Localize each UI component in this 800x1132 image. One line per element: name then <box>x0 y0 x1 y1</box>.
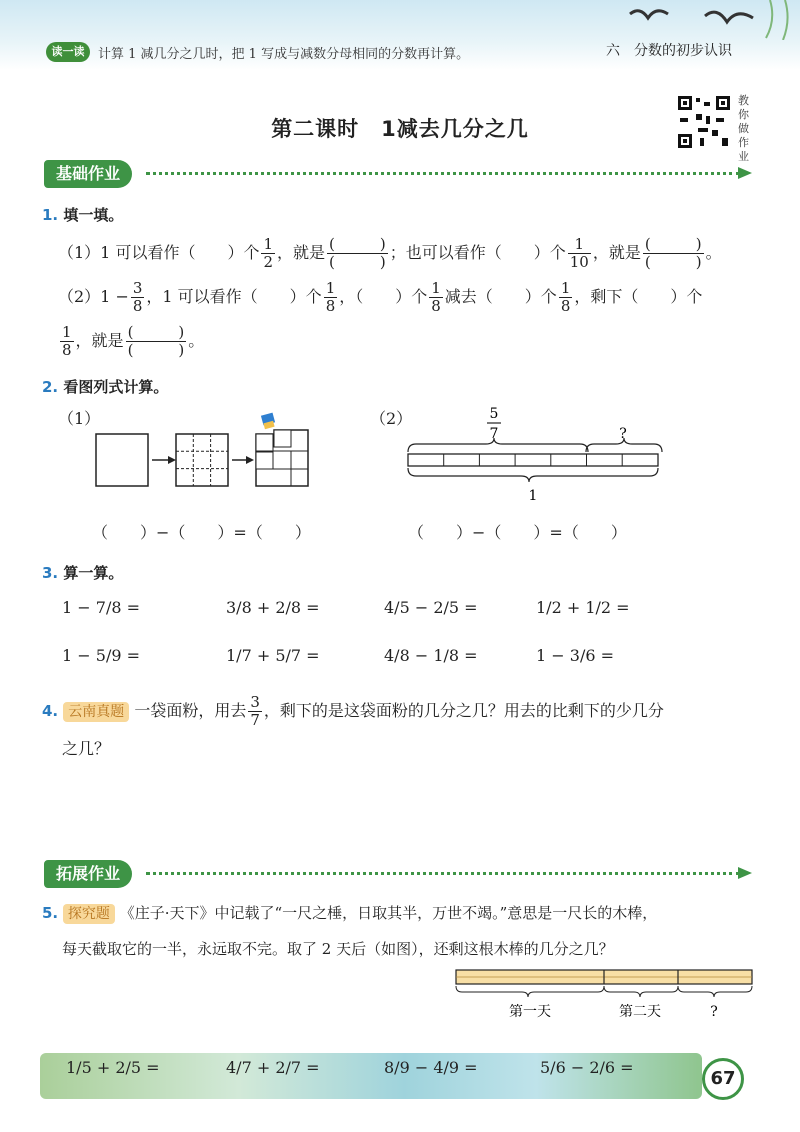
q1-part1: （1）1 可以看作（ ）个 $\frac{1}{2}$ ，就是 $\frac{( )}{( )}$ ；也可以看作（ ）个 $\frac{1}{10}$ ，就是 $\frac{( )}{( )}$ 。 <box>58 235 722 271</box>
header-tip: 计算 1 减几分之几时，把 1 写成与减数分母相同的分数再计算。 <box>98 47 470 62</box>
section-divider <box>146 172 740 175</box>
q2-answer-2: （ ）−（ ）=（ ） <box>408 523 627 542</box>
q3-item: 1 − 5/9 = <box>62 646 140 665</box>
arrow-right-icon <box>738 167 752 179</box>
day1-label: 第一天 <box>509 1004 551 1020</box>
q3-item: 1 − 7/8 = <box>62 598 140 617</box>
q3-item: 1/2 + 1/2 = <box>536 598 630 617</box>
arrow-right-icon <box>738 867 752 879</box>
q4-line1: 4. 云南真题 一袋面粉，用去 $\frac{3}{7}$ ，剩下的是这袋面粉的几分之几？用去的比剩下的少几分 <box>42 693 664 729</box>
bird-decoration-icon <box>610 0 800 40</box>
q3-heading: 3. 算一算。 <box>42 564 124 582</box>
q2-square-figure <box>90 410 330 495</box>
chapter-title: 六 分数的初步认识 <box>606 43 732 59</box>
bar-question-mark: ? <box>619 426 627 442</box>
q3-item: 4/5 − 2/5 = <box>384 598 478 617</box>
footer-exercise: 1/5 + 2/5 = <box>66 1058 160 1077</box>
section-basic-tag: 基础作业 <box>44 160 132 188</box>
day2-label: 第二天 <box>619 1004 661 1020</box>
q4-badge: 云南真题 <box>63 702 129 722</box>
section-extended-tag: 拓展作业 <box>44 860 132 888</box>
remaining-question: ? <box>710 1004 718 1020</box>
footer-exercise: 8/9 − 4/9 = <box>384 1058 478 1077</box>
footer-exercise: 5/6 − 2/6 = <box>540 1058 634 1077</box>
bar-total-label: 1 <box>528 488 538 504</box>
bar-frac-denominator: 7 <box>489 426 499 442</box>
q1-part2-continued: $\frac{1}{8}$ ，就是 $\frac{( )}{( )}$ 。 <box>62 323 205 359</box>
q3-item: 4/8 − 1/8 = <box>384 646 478 665</box>
q2-bar-figure <box>400 402 670 512</box>
footer-exercise: 4/7 + 2/7 = <box>226 1058 320 1077</box>
q2-heading: 2. 看图列式计算。 <box>42 378 169 396</box>
q5-line2: 每天截取它的一半，永远取不完。取了 2 天后（如图），还剩这根木棒的几分之几？ <box>62 940 614 958</box>
read-tag: 读一读 <box>46 42 90 62</box>
bar-frac-numerator: 5 <box>489 406 499 422</box>
q3-item: 1 − 3/6 = <box>536 646 614 665</box>
qr-caption: 教你做作业 <box>738 94 749 163</box>
page-title: 第二课时 1减去几分之几 <box>271 117 529 141</box>
q1-heading: 1. 填一填。 <box>42 206 124 224</box>
q4-line2: 之几？ <box>62 739 111 758</box>
section-divider <box>146 872 740 875</box>
page-number: 67 <box>702 1058 744 1100</box>
q5-stick-figure <box>452 964 758 1024</box>
q2-answer-1: （ ）−（ ）=（ ） <box>92 523 311 542</box>
q5-line1: 5. 探究题 《庄子·天下》中记载了“一尺之棰，日取其半，万世不竭。”意思是一尺长的木棒， <box>42 904 658 922</box>
q2-sub1-label: （1） <box>58 409 101 428</box>
q2-sub2-label: （2） <box>370 409 413 428</box>
q1-part2: （2）1 − $\frac{3}{8}$ ，1 可以看作（ ）个 $\frac{1}{8}$ ，（ ）个 $\frac{1}{8}$ 减去（ ）个 $\frac{1}{8}$ ，剩下（ ）个 <box>58 279 703 315</box>
qr-code-icon[interactable] <box>676 94 732 150</box>
q3-item: 1/7 + 5/7 = <box>226 646 320 665</box>
q5-badge: 探究题 <box>63 904 115 924</box>
q3-item: 3/8 + 2/8 = <box>226 598 320 617</box>
